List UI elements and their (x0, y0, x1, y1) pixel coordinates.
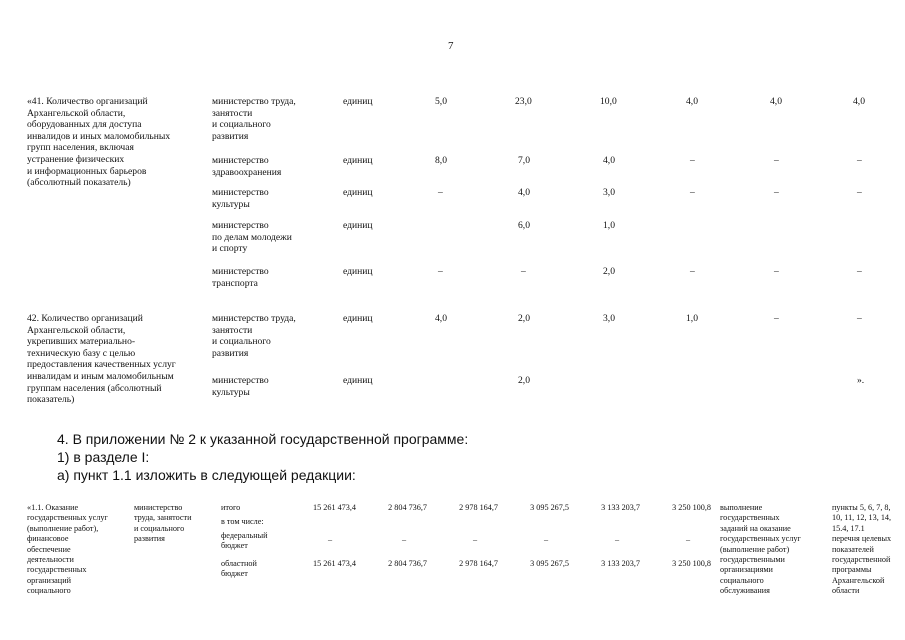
funding-source-label: федеральный бюджет (221, 531, 268, 551)
value-cell: 1,0 (603, 220, 615, 231)
value-cell: 23,0 (515, 96, 532, 107)
measure-executor: министерство труда, занятости и социального развития (134, 503, 192, 544)
funding-value: 2 978 164,7 (459, 559, 498, 568)
value-cell: – (774, 187, 779, 198)
value-cell: – (690, 266, 695, 277)
value-cell: – (521, 266, 526, 277)
value-cell: – (690, 187, 695, 198)
page-number: 7 (448, 40, 454, 52)
value-cell: – (690, 155, 695, 166)
value-cell: – (438, 266, 443, 277)
value-cell: 3,0 (603, 187, 615, 198)
value-cell: 2,0 (518, 375, 530, 386)
ministry-cell: министерство культуры (212, 375, 269, 398)
funding-value: – (328, 535, 333, 544)
value-cell: – (857, 187, 862, 198)
unit-cell: единиц (343, 313, 373, 324)
ministry-cell: министерство труда, занятости и социального развития (212, 313, 296, 359)
ministry-cell: министерство труда, занятости и социального развития (212, 96, 296, 142)
measure-name: «1.1. Оказание государственных услуг (выполнение работ), финансовое обеспечение деятельности государственных организаций социального (27, 503, 108, 596)
ministry-cell: министерство здравоохранения (212, 155, 282, 178)
value-cell: 2,0 (518, 313, 530, 324)
value-cell: 4,0 (435, 313, 447, 324)
value-cell: 7,0 (518, 155, 530, 166)
value-cell: 4,0 (770, 96, 782, 107)
value-cell: 8,0 (435, 155, 447, 166)
funding-value: 15 261 473,4 (313, 559, 356, 568)
funding-source-label: в том числе: (221, 517, 264, 526)
value-cell: 10,0 (600, 96, 617, 107)
funding-value: – (473, 535, 478, 544)
value-cell: – (857, 313, 862, 324)
indicator-42-name: 42. Количество организаций Архангельской области, укрепивших материально- техническую базу с целью предоставления качественных услуг инвалидам и иным маломобильным группам населения (абсолютный показатель) (27, 313, 176, 406)
funding-value: 3 250 100,8 (672, 559, 711, 568)
value-cell: 6,0 (518, 220, 530, 231)
value-cell: 2,0 (603, 266, 615, 277)
unit-cell: единиц (343, 220, 373, 231)
value-cell: – (774, 266, 779, 277)
funding-value: 2 804 736,7 (388, 559, 427, 568)
value-cell: – (857, 266, 862, 277)
funding-value: 3 133 203,7 (601, 559, 640, 568)
funding-value: 3 133 203,7 (601, 503, 640, 512)
unit-cell: единиц (343, 96, 373, 107)
indicator-link: пункты 5, 6, 7, 8, 10, 11, 12, 13, 14, 15.4, 17.1 перечня целевых показателей государственной программы Архангельской области (832, 503, 892, 596)
value-cell: 5,0 (435, 96, 447, 107)
funding-value: 3 250 100,8 (672, 503, 711, 512)
funding-value: 3 095 267,5 (530, 559, 569, 568)
funding-value: 15 261 473,4 (313, 503, 356, 512)
value-cell: – (438, 187, 443, 198)
instruction-line-1: 4. В приложении № 2 к указанной государственной программе: (57, 431, 469, 447)
expected-result: выполнение государственных заданий на оказание государственных услуг (выполнение работ) государственными организациями социального обслуживания (720, 503, 801, 596)
instruction-line-2: 1) в разделе I: (57, 449, 150, 465)
value-cell: 4,0 (603, 155, 615, 166)
funding-value: – (402, 535, 407, 544)
funding-source-label: областной бюджет (221, 559, 257, 579)
value-cell: 1,0 (686, 313, 698, 324)
ministry-cell: министерство транспорта (212, 266, 269, 289)
value-cell: – (857, 155, 862, 166)
value-cell: – (774, 313, 779, 324)
value-cell: 4,0 (518, 187, 530, 198)
funding-value: 2 804 736,7 (388, 503, 427, 512)
ministry-cell: министерство по делам молодежи и спорту (212, 220, 292, 255)
value-cell: 3,0 (603, 313, 615, 324)
unit-cell: единиц (343, 375, 373, 386)
value-cell: – (774, 155, 779, 166)
instruction-line-3: а) пункт 1.1 изложить в следующей редакции: (57, 467, 356, 483)
ministry-cell: министерство культуры (212, 187, 269, 210)
unit-cell: единиц (343, 155, 373, 166)
funding-value: 2 978 164,7 (459, 503, 498, 512)
funding-source-label: итого (221, 503, 241, 512)
table-closing-quote: ». (857, 375, 865, 386)
unit-cell: единиц (343, 187, 373, 198)
value-cell: 4,0 (853, 96, 865, 107)
funding-value: – (544, 535, 549, 544)
value-cell: 4,0 (686, 96, 698, 107)
funding-value: – (686, 535, 691, 544)
indicator-41-name: «41. Количество организаций Архангельской области, оборудованных для доступа инвалидов и иных маломобильных групп населения, включая устранение физических и информационных барьеров (абсолютный показатель) (27, 96, 171, 189)
funding-value: 3 095 267,5 (530, 503, 569, 512)
funding-value: – (615, 535, 620, 544)
unit-cell: единиц (343, 266, 373, 277)
